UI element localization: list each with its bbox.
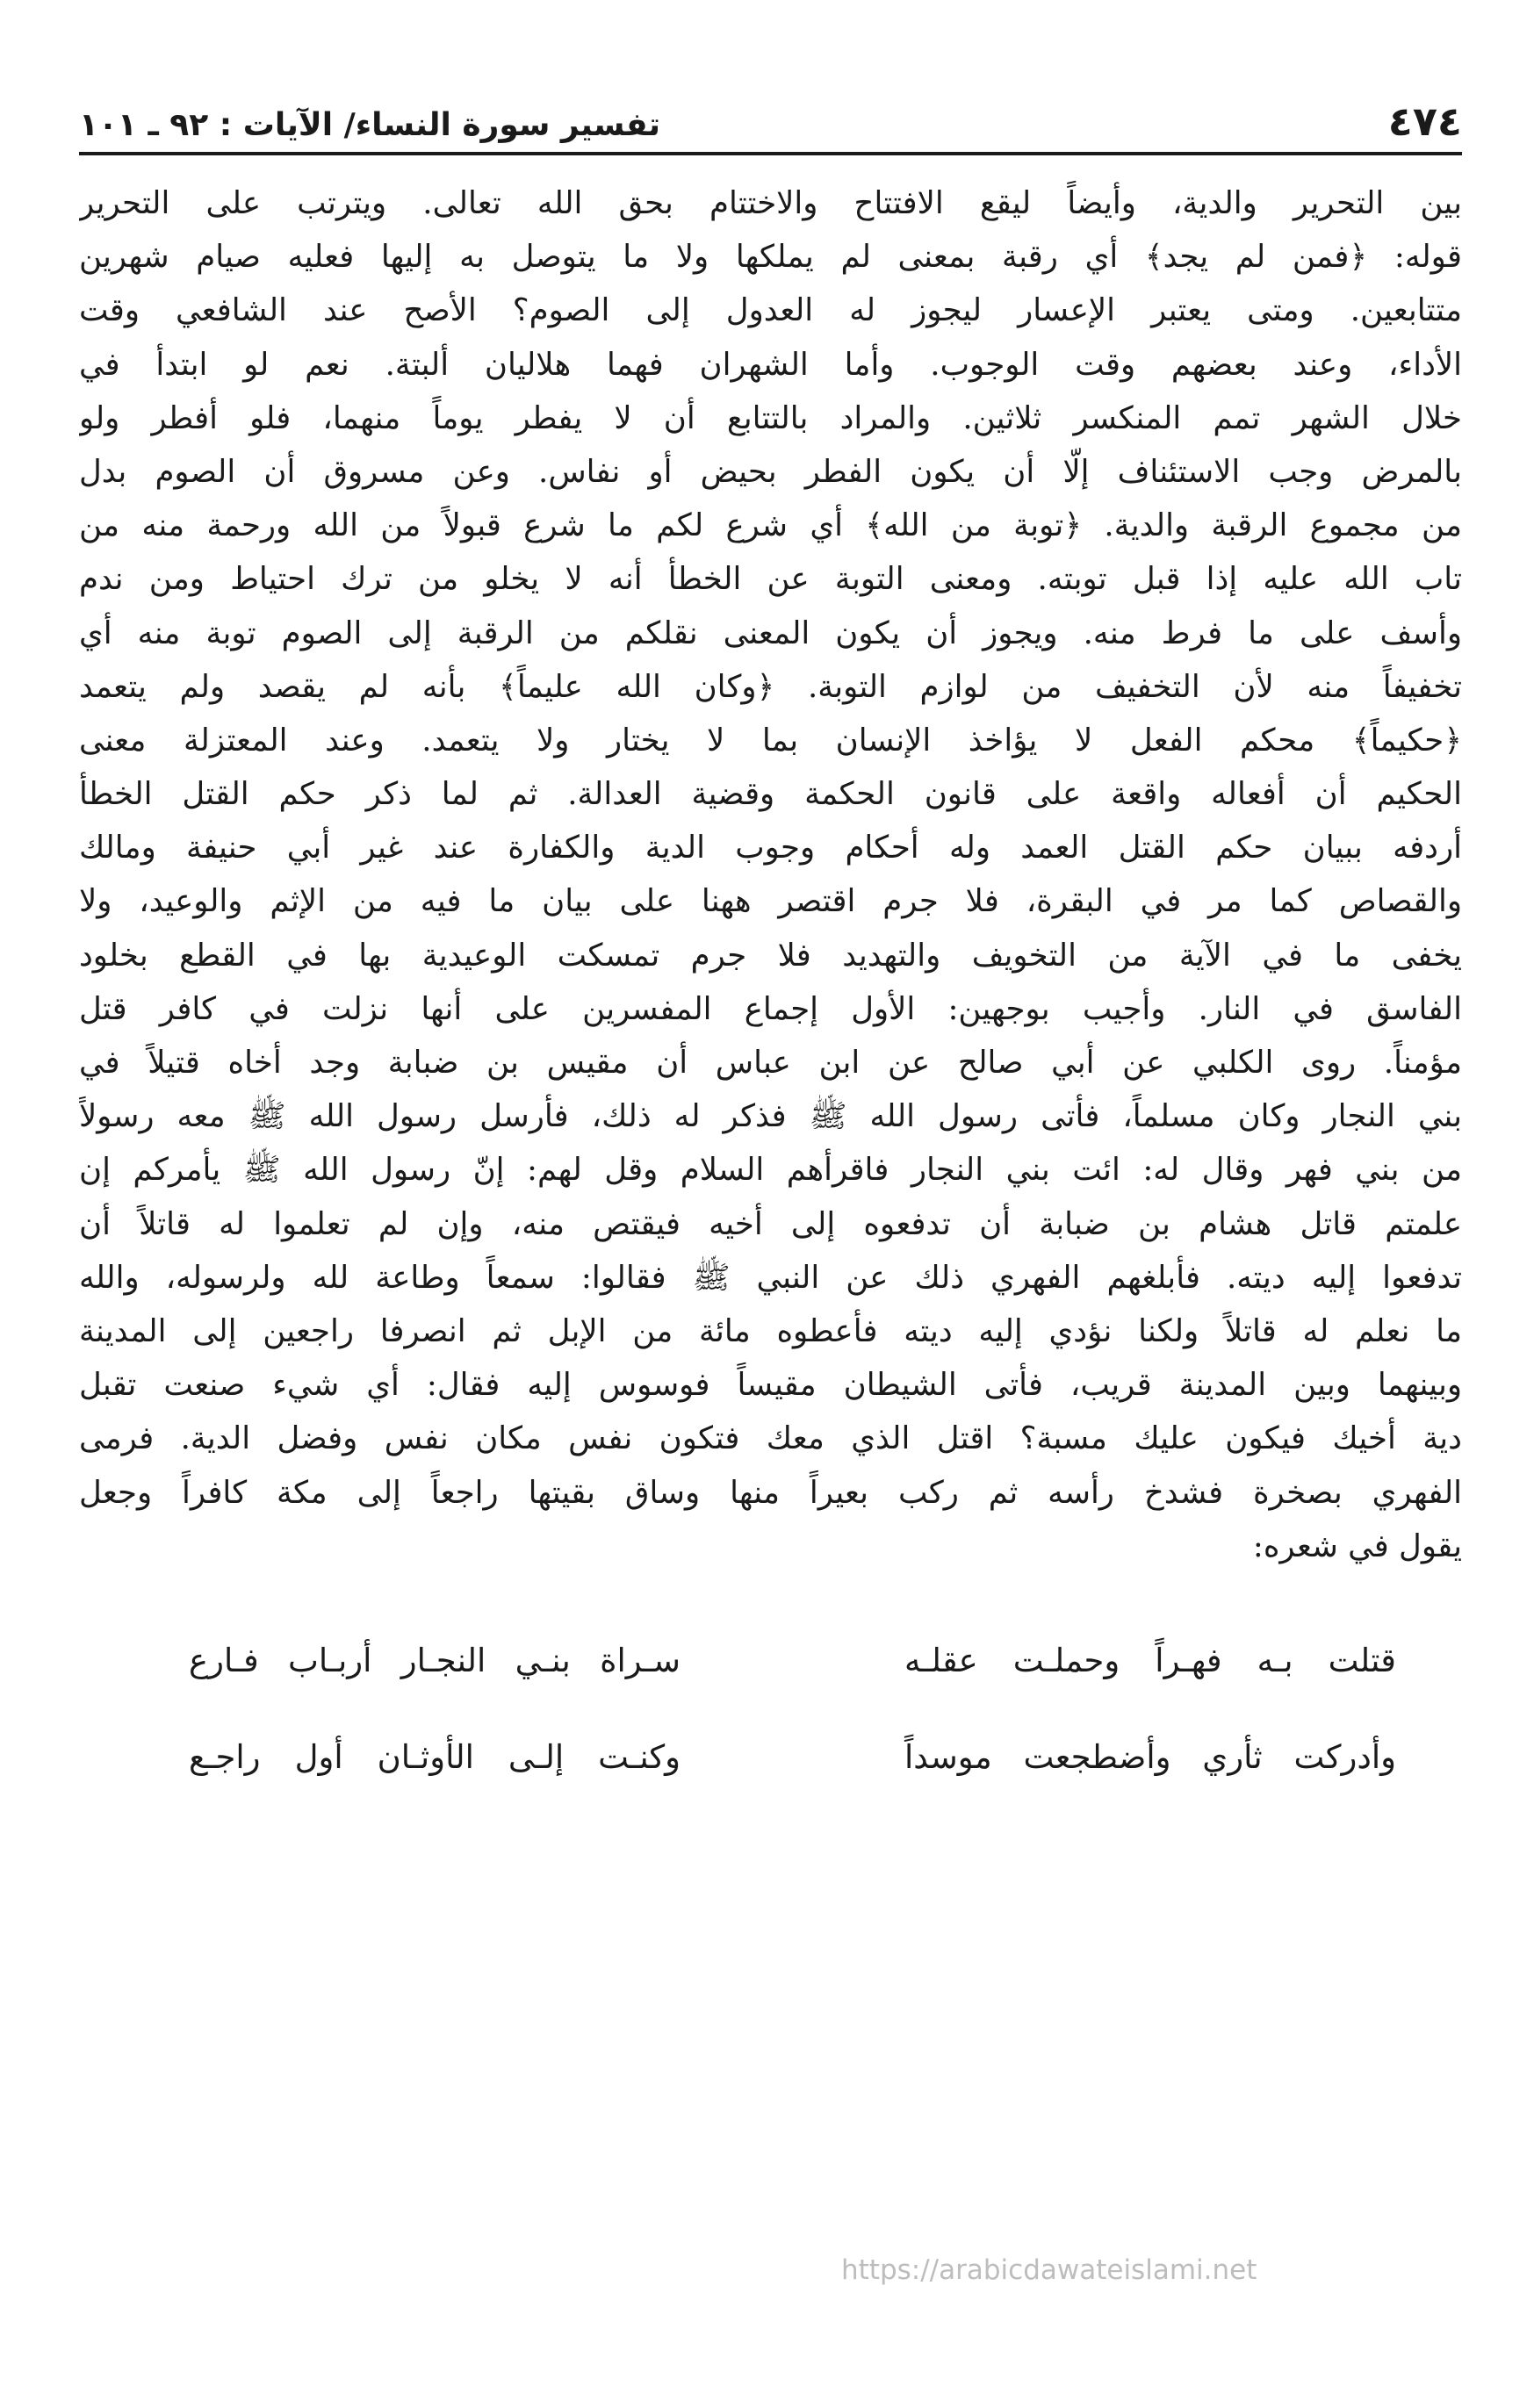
text-line: دية أخيك فيكون عليك مسبة؟ اقتل الذي معك فتكون نفس مكان نفس وفضل الدية. فرمى — [79, 1420, 1462, 1457]
verse-first-hemistich: قتلت بـه فهـراً وحملـت عقلـه — [904, 1642, 1396, 1680]
text-line: تاب الله عليه إذا قبل توبته. ومعنى التوبة عن الخطأ أنه لا يخلو من ترك احتياط ومن ندم — [79, 561, 1462, 598]
verse-second-hemistich: سـراة بنـي النجـار أربـاب فـارع — [189, 1642, 681, 1680]
text-line: بني النجار وكان مسلماً، فأتى رسول الله ﷺ فذكر له ذلك، فأرسل رسول الله ﷺ معه رسولاً — [79, 1098, 1462, 1135]
header-rule — [79, 152, 1462, 155]
text-line: الفهري بصخرة فشدخ رأسه ثم ركب بعيراً منها وساق بقيتها راجعاً إلى مكة كافراً وجعل — [79, 1474, 1462, 1511]
text-line: الأداء، وعند بعضهم وقت الوجوب. وأما الشهران فهما هلاليان ألبتة. نعم لو ابتدأ في — [79, 346, 1462, 383]
text-line: قوله: ﴿فمن لم يجد﴾ أي رقبة بمعنى لم يملكها ولا ما يتوصل به إليها فعليه صيام شهرين — [79, 239, 1462, 276]
text-line: يقول في شعره: — [1252, 1527, 1462, 1564]
verse-second-hemistich: وكنـت إلـى الأوثـان أول راجـع — [189, 1738, 681, 1777]
text-line: ﴿حكيماً﴾ محكم الفعل لا يؤاخذ الإنسان بما لا يختار ولا يتعمد. وعند المعتزلة معنى — [79, 722, 1462, 758]
poetry-block — [79, 1613, 1462, 1806]
text-line: تخفيفاً منه لأن التخفيف من لوازم التوبة. ﴿وكان الله عليماً﴾ بأنه لم يقصد ولم يتعمد — [79, 668, 1462, 705]
poetry-verse — [79, 1709, 1462, 1806]
text-line: بالمرض وجب الاستئناف إلّا أن يكون الفطر بحيض أو نفاس. وعن مسروق أن الصوم بدل — [79, 453, 1462, 490]
text-line: من بني فهر وقال له: ائت بني النجار فاقرأهم السلام وقل لهم: إنّ رسول الله ﷺ يأمركم إن — [79, 1152, 1462, 1189]
text-line: مؤمناً. روى الكلبي عن أبي صالح عن ابن عباس أن مقيس بن ضبابة وجد أخاه قتيلاً في — [79, 1045, 1462, 1081]
text-line: يخفى ما في الآية من التخويف والتهديد فلا جرم تمسكت الوعيدية بها في القطع بخلود — [79, 937, 1462, 974]
text-line: متتابعين. ومتى يعتبر الإعسار ليجوز له العدول إلى الصوم؟ الأصح عند الشافعي وقت — [79, 292, 1462, 329]
text-line: الفاسق في النار. وأجيب بوجهين: الأول إجماع المفسرين على أنها نزلت في كافر قتل — [79, 990, 1462, 1027]
text-line: خلال الشهر تمم المنكسر ثلاثين. والمراد بالتتابع أن لا يفطر يوماً منهما، فلو أفطر ولو — [79, 399, 1462, 436]
book-page — [79, 83, 1462, 2331]
text-line: ما نعلم له قاتلاً ولكنا نؤدي إليه ديته فأعطوه مائة من الإبل ثم انصرفا راجعين إلى المدينة — [79, 1312, 1462, 1349]
text-line: تدفعوا إليه ديته. فأبلغهم الفهري ذلك عن النبي ﷺ فقالوا: سمعاً وطاعة لله ولرسوله، والله — [79, 1259, 1462, 1296]
text-line: أردفه ببيان حكم القتل العمد وله أحكام وجوب الدية والكفارة عند غير أبي حنيفة ومالك — [79, 830, 1462, 866]
running-head — [79, 83, 1462, 145]
text-line: من مجموع الرقبة والدية. ﴿توبة من الله﴾ أي شرع لكم ما شرع قبولاً من الله ورحمة منه من — [79, 507, 1462, 544]
text-line: والقصاص كما مر في البقرة، فلا جرم اقتصر ههنا على بيان ما فيه من الإثم والوعيد، ولا — [79, 883, 1462, 920]
text-line: بين التحرير والدية، وأيضاً ليقع الافتتاح والاختتام بحق الله تعالى. ويترتب على التحرير — [79, 185, 1462, 221]
text-line: وأسف على ما فرط منه. ويجوز أن يكون المعنى نقلكم من الرقبة إلى الصوم توبة منه أي — [79, 615, 1462, 651]
text-line: وبينهما وبين المدينة قريب، فأتى الشيطان مقيساً فوسوس إليه فقال: أي شيء صنعت تقبل — [79, 1367, 1462, 1404]
verse-first-hemistich: وأدركت ثأري وأضطجعت موسداً — [904, 1738, 1396, 1777]
text-line: علمتم قاتل هشام بن ضبابة أن تدفعوه إلى أخيه فيقتص منه، وإن لم تعلموا له قاتلاً أن — [79, 1205, 1462, 1242]
running-title: تفسير سورة النساء/ الآيات : ٩٢ ـ ١٠١ — [79, 107, 661, 143]
source-watermark: https://arabicdawateislami.net — [841, 2254, 1257, 2286]
poetry-verse — [79, 1613, 1462, 1709]
text-line: الحكيم أن أفعاله واقعة على قانون الحكمة وقضية العدالة. ثم لما ذكر حكم القتل الخطأ — [79, 776, 1462, 813]
page-number: ٤٧٤ — [1387, 97, 1462, 145]
commentary-text — [79, 176, 1462, 1573]
